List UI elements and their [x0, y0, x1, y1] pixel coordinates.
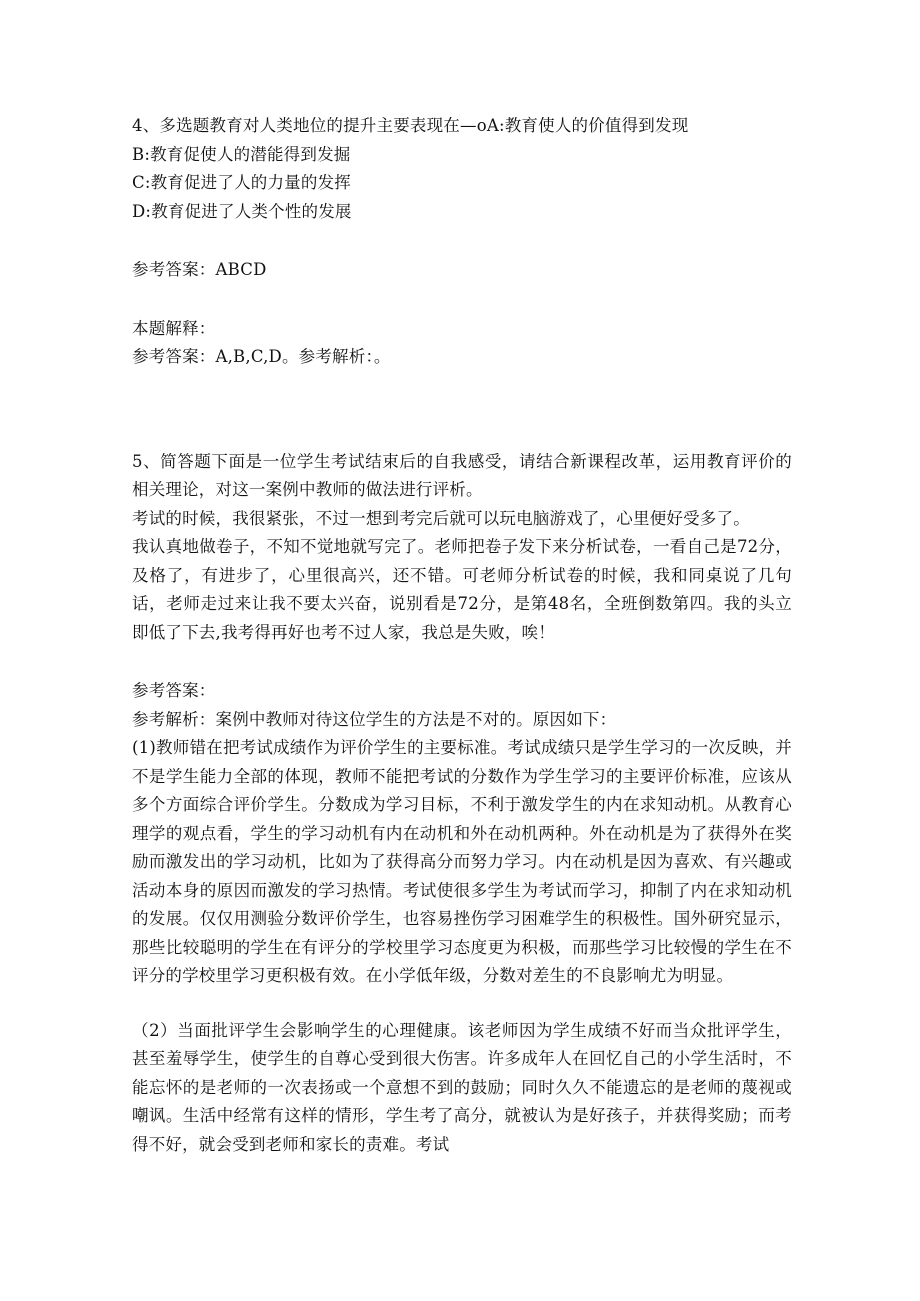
q4-option-b: B:教育促使人的潜能得到发掘 — [132, 144, 351, 164]
q4-option-d: D:教育促进了人类个性的发展 — [132, 201, 352, 221]
q5-point-1: (1)教师错在把考试成绩作为评价学生的主要标准。考试成绩只是学生学习的一次反映，并不是学生能力全部的体现，教师不能把考试的分数作为学生学习的主要评价标准，应该从多个方面综合评价学生。分数成为学习目标，不利于激发学生的内在求知动机。从教育心理学的观点看，学生的学习动机有内在动机和外在动机两种。外在动机是为了获得外在奖励而激发出的学习动机，比如为了获得高分而努力学习。内在动机是因为喜欢、有兴趣或活动本身的原因而激发的学习热情。考试使很多学生为考试而学习，抑制了内在求知动机的发展。仅仅用测验分数评价学生，也容易挫伤学习困难学生的积极性。国外研究显示，那些比较聪明的学生在有评分的学校里学习态度更为积极，而那些学习比较慢的学生在不评分的学校里学习更积极有效。在小学低年级，分数对差生的不良影响尤为明显。 — [132, 738, 792, 985]
document-page — [132, 112, 792, 1159]
q4-explain-text: 参考答案：A,B,C,D。参考解析：。 — [132, 347, 391, 366]
q5-story-2: 我认真地做卷子，不知不觉地就写完了。老师把卷子发下来分析试卷，一看自己是72分，及格了，有进步了，心里很高兴，还不错。可老师分析试卷的时候，我和同桌说了几句话，老师走过来让我不要太兴奋，说别看是72分，是第48名，全班倒数第四。我的头立即低了下去,我考得再好也考不过人家，我总是失败，唉！ — [132, 537, 792, 642]
q4-answer: 参考答案：ABCD — [132, 260, 267, 279]
q5-analysis-intro: 参考解析：案例中教师对待这位学生的方法是不对的。原因如下： — [132, 709, 617, 729]
q5-point-2: （2）当面批评学生会影响学生的心理健康。该老师因为学生成绩不好而当众批评学生，甚至羞辱学生，使学生的自尊心受到很大伤害。许多成年人在回忆自己的小学生活时，不能忘怀的是老师的一次表扬或一个意想不到的鼓励；同时久久不能遗忘的是老师的蔑视或嘲讽。生活中经常有这样的情形，学生考了高分，就被认为是好孩子，并获得奖励；而考得不好，就会受到老师和家长的责难。考试 — [132, 1020, 792, 1154]
q5-story-1: 考试的时候，我很紧张，不过一想到考完后就可以玩电脑游戏了，心里便好受多了。 — [132, 508, 750, 528]
q5-stem: 5、简答题下面是一位学生考试结束后的自我感受，请结合新课程改革，运用教育评价的相关理论，对这一案例中教师的做法进行评析。 — [132, 451, 792, 499]
q4-stem: 4、多选题教育对人类地位的提升主要表现在—oA:教育使人的价值得到发现 — [132, 116, 689, 135]
q4-explain-title: 本题解释： — [132, 318, 216, 338]
q4-option-c: C:教育促进了人的力量的发挥 — [132, 173, 351, 192]
q5-answer-title: 参考答案： — [132, 681, 216, 700]
